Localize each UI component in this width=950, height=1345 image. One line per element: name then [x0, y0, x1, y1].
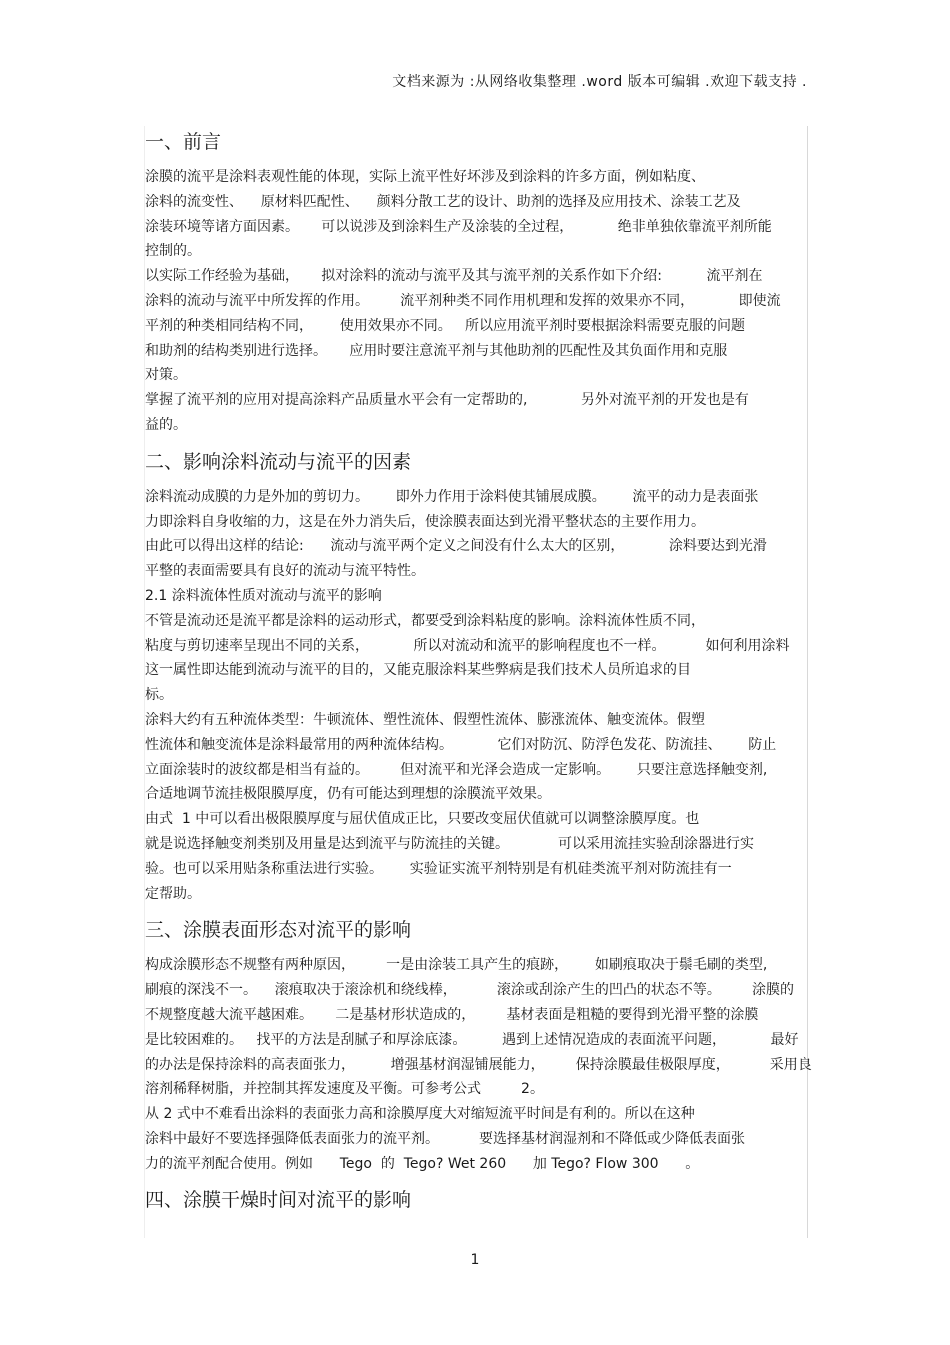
paragraph-line: 涂料流动成膜的力是外加的剪切力。 即外力作用于涂料使其铺展成膜。 流平的动力是表面张 [145, 488, 759, 505]
paragraph-line: 就是说选择触变剂类别及用量是达到流平与防流挂的关键。 可以采用流挂实验刮涂器进行实 [145, 835, 754, 852]
paragraph-line: 涂膜的流平是涂料表观性能的体现，实际上流平性好坏涉及到涂料的许多方面，例如粘度、 [145, 169, 705, 185]
paragraph-line: 力即涂料自身收缩的力，这是在外力消失后，使涂膜表面达到光滑平整状态的主要作用力。 [145, 513, 705, 530]
paragraph-line: 涂料的流动与流平中所发挥的作用。 流平剂种类不同作用机理和发挥的效果亦不同， 即使流 [145, 292, 781, 309]
paragraph-line: 平整的表面需要具有良好的流动与流平特性。 [145, 563, 425, 580]
paragraph-line: 平剂的种类相同结构不同， 使用效果亦不同。 所以应用流平剂时要根据涂料需要克服的问题 [145, 317, 746, 334]
paragraph-line: 验。也可以采用贴条称重法进行实验。 实验证实流平剂特别是有机硅类流平剂对防流挂有一 [145, 860, 732, 877]
paragraph-line: 性流体和触变流体是涂料最常用的两种流体结构。 它们对防沉、防浮色发花、防流挂、 防止 [145, 736, 777, 753]
page-number: 1 [470, 1252, 480, 1268]
paragraph-line: 涂料中最好不要选择强降低表面张力的流平剂。 要选择基材润湿剂和不降低或少降低表面张 [145, 1130, 746, 1147]
paragraph-line: 这一属性即达能到流动与流平的目的，又能克服涂料某些弊病是我们技术人员所追求的目 [145, 662, 691, 679]
paragraph-line: 和助剂的结构类别进行选择。 应用时要注意流平剂与其他助剂的匹配性及其负面作用和克服 [145, 342, 728, 359]
paragraph-line: 不规整度越大流平越困难。 二是基材形状造成的， 基材表面是粗糙的要得到光滑平整的涂膜 [145, 1006, 759, 1023]
paragraph-line: 力的流平剂配合使用。例如 Tego 的 Tego? Wet 260 加 Tego? Flow 300 。 [145, 1155, 700, 1172]
paragraph-line: 刷痕的深浅不一。 滚痕取决于滚涂机和绕线棒， 滚涂或刮涂产生的凹凸的状态不等。 涂膜的 [145, 982, 795, 999]
paragraph-line: 标。 [145, 687, 173, 704]
paragraph-line: 粘度与剪切速率呈现出不同的关系， 所以对流动和流平的影响程度也不一样。 如何利用涂料 [145, 637, 790, 654]
paragraph-line: 从 2 式中不难看出涂料的表面张力高和涂膜厚度大对缩短流平时间是有利的。所以在这种 [145, 1106, 695, 1123]
document-source-header: 文档来源为 :从网络收集整理 .word 版本可编辑 .欢迎下载支持 . [392, 74, 807, 90]
paragraph-line: 涂料大约有五种流体类型：牛顿流体、塑性流体、假塑性流体、膨涨流体、触变流体。假塑 [145, 711, 705, 728]
paragraph-line: 控制的。 [145, 243, 201, 260]
paragraph-line: 构成涂膜形态不规整有两种原因， 一是由涂装工具产生的痕跡， 如刷痕取决于鬃毛刷的类型, [145, 957, 768, 974]
paragraph-line: 掌握了流平剂的应用对提高涂料产品质量水平会有一定帮助的, 另外对流平剂的开发也是有 [145, 392, 749, 409]
paragraph-line: 涂装环境等诸方面因素。 可以说涉及到涂料生产及涂装的全过程， 绝非单独依靠流平剂所能 [145, 218, 772, 235]
paragraph-line: 对策。 [145, 367, 187, 384]
paragraph-line: 由此可以得出这样的结论: 流动与流平两个定义之间没有什么太大的区别， 涂料要达到光滑 [145, 538, 767, 555]
paragraph-line: 由式 1 中可以看出极限膜厚度与屈伏值成正比，只要改变屈伏值就可以调整涂膜厚度。也 [145, 811, 700, 828]
paragraph-line: 定帮助。 [145, 885, 201, 902]
paragraph-line: 以实际工作经验为基础， 拟对涂料的流动与流平及其与流平剂的关系作如下介绍: 流平剂在 [145, 268, 763, 285]
document-body [144, 126, 812, 1238]
paragraph-line: 立面涂装时的波纹都是相当有益的。 但对流平和光泽会造成一定影响。 只要注意选择触变剂, [145, 761, 768, 778]
section-heading: 三、涂膜表面形态对流平的影响 [145, 919, 412, 942]
paragraph-line: 不管是流动还是流平都是涂料的运动形式，都要受到涂料粘度的影响。涂料流体性质不同， [145, 612, 705, 629]
paragraph-line: 涂料的流变性、 原材料匹配性、 颜料分散工艺的设计、助剂的选择及应用技术、涂装工艺及 [145, 193, 741, 210]
section-heading: 四、涂膜干燥时间对流平的影响 [145, 1189, 412, 1212]
section-heading: 一、前言 [145, 131, 222, 153]
paragraph-line: 溶剂稀释树脂，并控制其挥发速度及平衡。可参考公式 2。 [145, 1081, 544, 1098]
paragraph-line: 益的。 [145, 416, 187, 433]
paragraph-line: 的办法是保持涂料的高表面张力， 增强基材润湿铺展能力， 保持涂膜最佳极限厚度， 采用良 [145, 1056, 812, 1073]
section-heading: 二、影响涂料流动与流平的因素 [145, 450, 412, 473]
paragraph-line: 是比较困难的。 找平的方法是刮腻子和厚涂底漆。 遇到上述情况造成的表面流平问题， 最好 [145, 1031, 799, 1048]
paragraph-line: 2.1 涂料流体性质对流动与流平的影响 [145, 587, 382, 604]
paragraph-line: 合适地调节流挂极限膜厚度，仍有可能达到理想的涂膜流平效果。 [145, 786, 551, 803]
